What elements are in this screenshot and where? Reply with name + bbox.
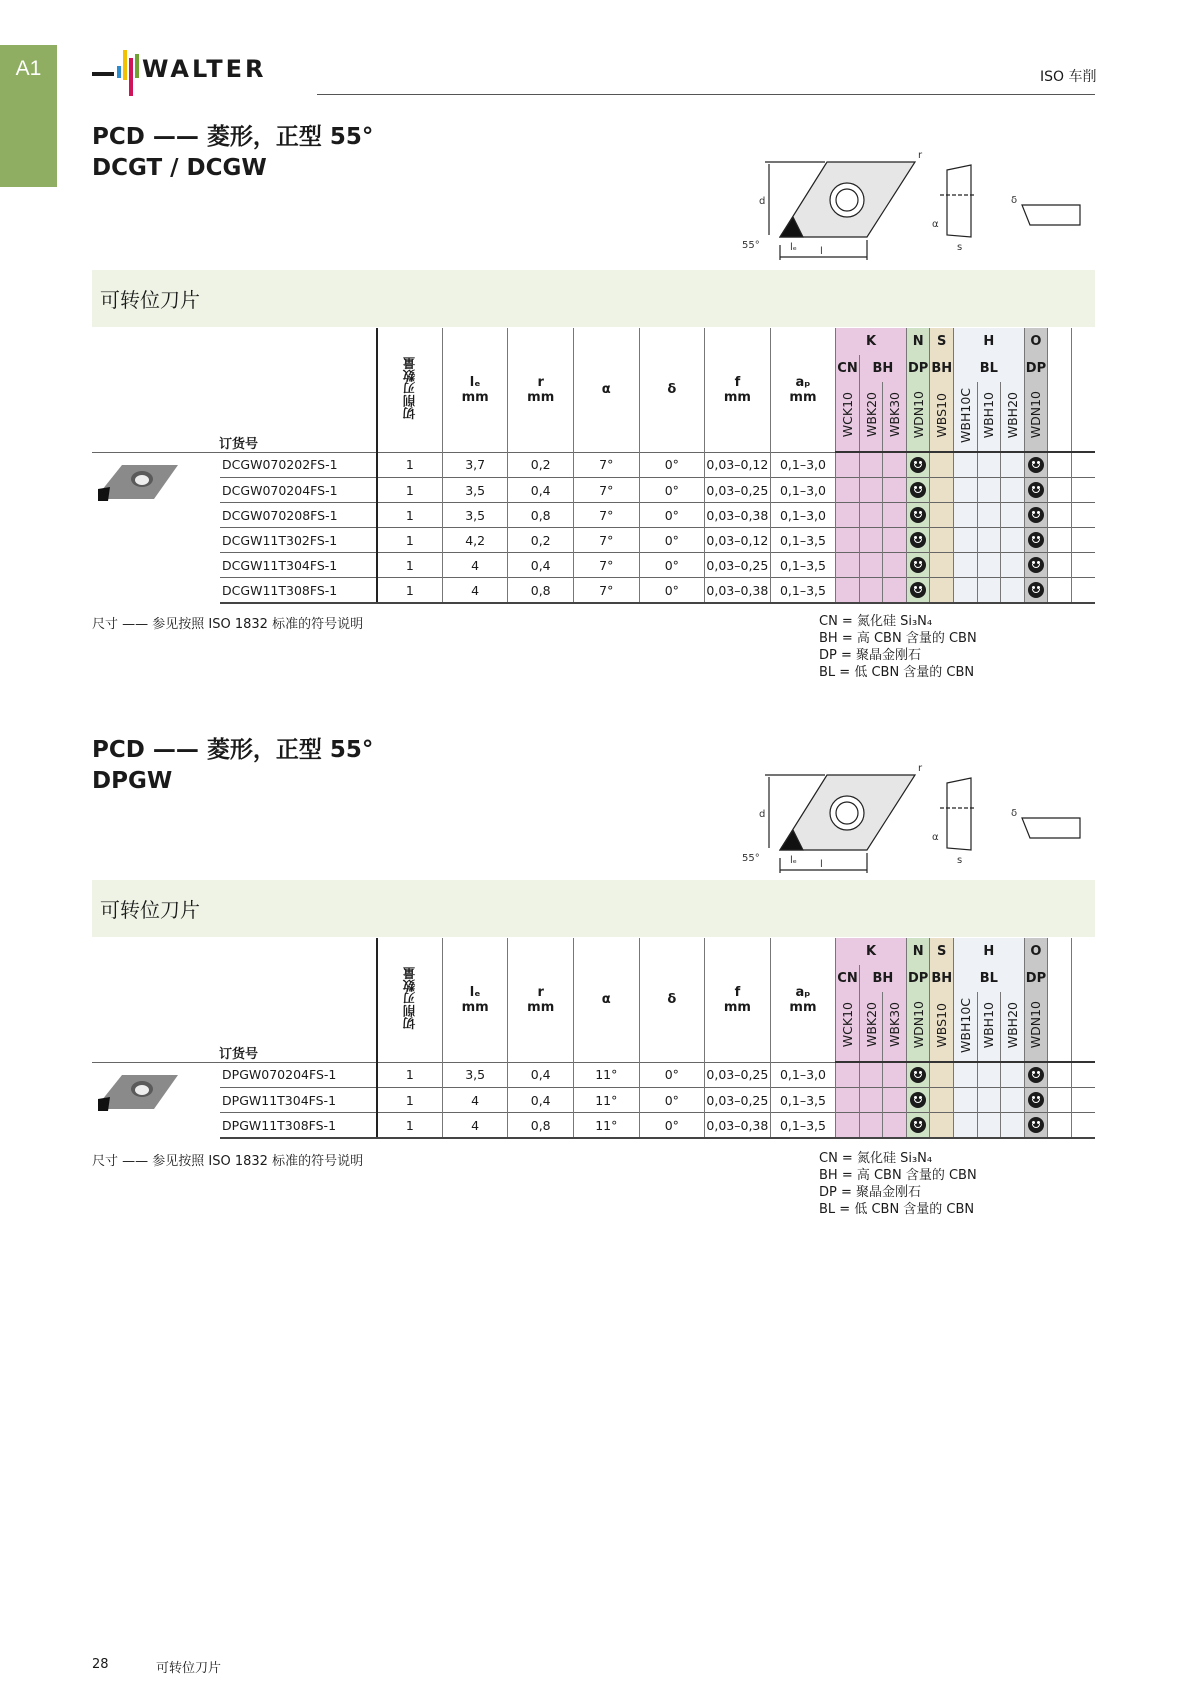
available-icon [1028,1067,1044,1083]
available-icon [910,482,926,498]
table-row: DCGW070204FS-1 1 3,5 0,4 7° 0° 0,03–0,25 0,1–3,0 [92,478,1095,503]
available-icon [910,1092,926,1108]
table-row: DCGW070202FS-1 1 3,7 0,2 7° 0° 0,03–0,12 0,1–3,0 [92,452,1095,478]
insert-photo [94,459,180,509]
svg-text:α: α [932,219,939,230]
available-icon [1028,507,1044,523]
available-icon [1028,557,1044,573]
available-icon [1028,532,1044,548]
svg-text:δ: δ [1011,808,1018,819]
section-2-material-legend: CN = 氮化硅 Si₃N₄ BH = 高 CBN 含量的 CBN DP = 聚晶金刚石 BL = 低 CBN 含量的 CBN [819,1151,977,1217]
table-row: DCGW11T308FS-1 1 4 0,8 7° 0° 0,03–0,38 0,1–3,5 [92,578,1095,604]
table-row: DCGW070208FS-1 1 3,5 0,8 7° 0° 0,03–0,38 0,1–3,0 [92,503,1095,528]
section-2-band: 可转位刀片 [92,880,1095,937]
available-icon [1028,582,1044,598]
svg-text:l: l [820,246,823,257]
svg-text:δ: δ [1011,195,1018,206]
available-icon [910,1117,926,1133]
available-icon [1028,1117,1044,1133]
table-row: DCGW11T304FS-1 1 4 0,4 7° 0° 0,03–0,25 0,1–3,5 [92,553,1095,578]
table-row: DPGW11T304FS-1 1 4 0,4 11° 0° 0,03–0,25 0,1–3,5 [92,1088,1095,1113]
insert-photo [94,1069,180,1119]
available-icon [910,1067,926,1083]
svg-text:lₑ: lₑ [790,242,797,253]
col-order-no: 订货号 [219,1046,259,1062]
col-edges: 切削刃数量 [401,966,417,1029]
svg-text:WALTER: WALTER [142,55,267,83]
available-icon [910,582,926,598]
available-icon [910,507,926,523]
svg-text:α: α [932,832,939,843]
svg-text:55°: 55° [742,240,760,251]
col-order-no: 订货号 [219,436,259,452]
page-number: 28 [92,1657,109,1672]
section-1-spec-table: 订货号 切削刃数量 lₑ mm r mm α δ f mm aₚ mm K N S H O CN BH DP BH BL DP WCK10 WBK20 WBK30 WDN10 WBS10 WBH10C WBH10 WBH20 WDN10 DCGW070202FS-1 1 3,7 0,2 7° 0° 0,03–0,12 0,1–3,0 DCGW070204FS-1 1 3,5 0,4 7° 0° 0,03–0,25 0,1–3,0 DCGW070208FS-1 1 3,5 0,8 7° 0° 0,03–0,38 0,1–3,0 DCGW11T302FS-1 1 4,2 0,2 7° 0° 0,03–0,12 0,1–3,5 DCGW11T304FS-1 1 4 0,4 7° 0° 0,03–0,25 0,1–3,5 DCGW11T308FS-1 1 4 0,8 7° 0° 0,03–0,38 0,1–3,5 [92,328,1095,604]
section-2-title: PCD —— 菱形，正型 55° DPGW [92,737,374,794]
section-1-band: 可转位刀片 [92,270,1095,327]
available-icon [1028,457,1044,473]
svg-text:r: r [918,150,923,161]
footer-section-label: 可转位刀片 [156,1661,222,1676]
available-icon [1028,1092,1044,1108]
header-section-label: ISO 车削 [1040,69,1097,85]
svg-text:s: s [957,242,963,253]
svg-text:d: d [759,809,766,820]
available-icon [910,557,926,573]
col-edges: 切削刃数量 [401,356,417,419]
section-2-spec-table: 订货号 切削刃数量 lₑ mm r mm α δ f mm aₚ mm K N S H O CN BH DP BH BL DP WCK10 WBK20 WBK30 WDN10 WBS10 WBH10C WBH10 WBH20 WDN10 DPGW070204FS-1 1 3,5 0,4 11° 0° 0,03–0,25 0,1–3,0 DPGW11T304FS-1 1 4 0,4 11° 0° 0,03–0,25 0,1–3,5 DPGW11T308FS-1 1 4 0,8 11° 0° 0,03–0,38 0,1–3,5 [92,938,1095,1139]
available-icon [1028,482,1044,498]
section-1-title: PCD —— 菱形，正型 55° DCGT / DCGW [92,124,374,181]
table-row: DPGW070204FS-1 1 3,5 0,4 11° 0° 0,03–0,25 0,1–3,0 [92,1062,1095,1088]
svg-text:r: r [918,763,923,774]
chapter-tab: A1 [0,45,57,187]
table-row: DCGW11T302FS-1 1 4,2 0,2 7° 0° 0,03–0,12 0,1–3,5 [92,528,1095,553]
available-icon [910,532,926,548]
header-divider [317,94,1095,95]
svg-text:55°: 55° [742,853,760,864]
svg-text:d: d [759,196,766,207]
section-1-material-legend: CN = 氮化硅 Si₃N₄ BH = 高 CBN 含量的 CBN DP = 聚晶金刚石 BL = 低 CBN 含量的 CBN [819,614,977,680]
section-1-dimension-note: 尺寸 —— 参见按照 ISO 1832 标准的符号说明 [92,617,364,632]
section-2-dimension-note: 尺寸 —— 参见按照 ISO 1832 标准的符号说明 [92,1154,364,1169]
svg-text:l: l [820,859,823,870]
svg-text:lₑ: lₑ [790,855,797,866]
svg-text:s: s [957,855,963,866]
available-icon [910,457,926,473]
table-row: DPGW11T308FS-1 1 4 0,8 11° 0° 0,03–0,38 0,1–3,5 [92,1113,1095,1139]
walter-logo [92,46,297,96]
